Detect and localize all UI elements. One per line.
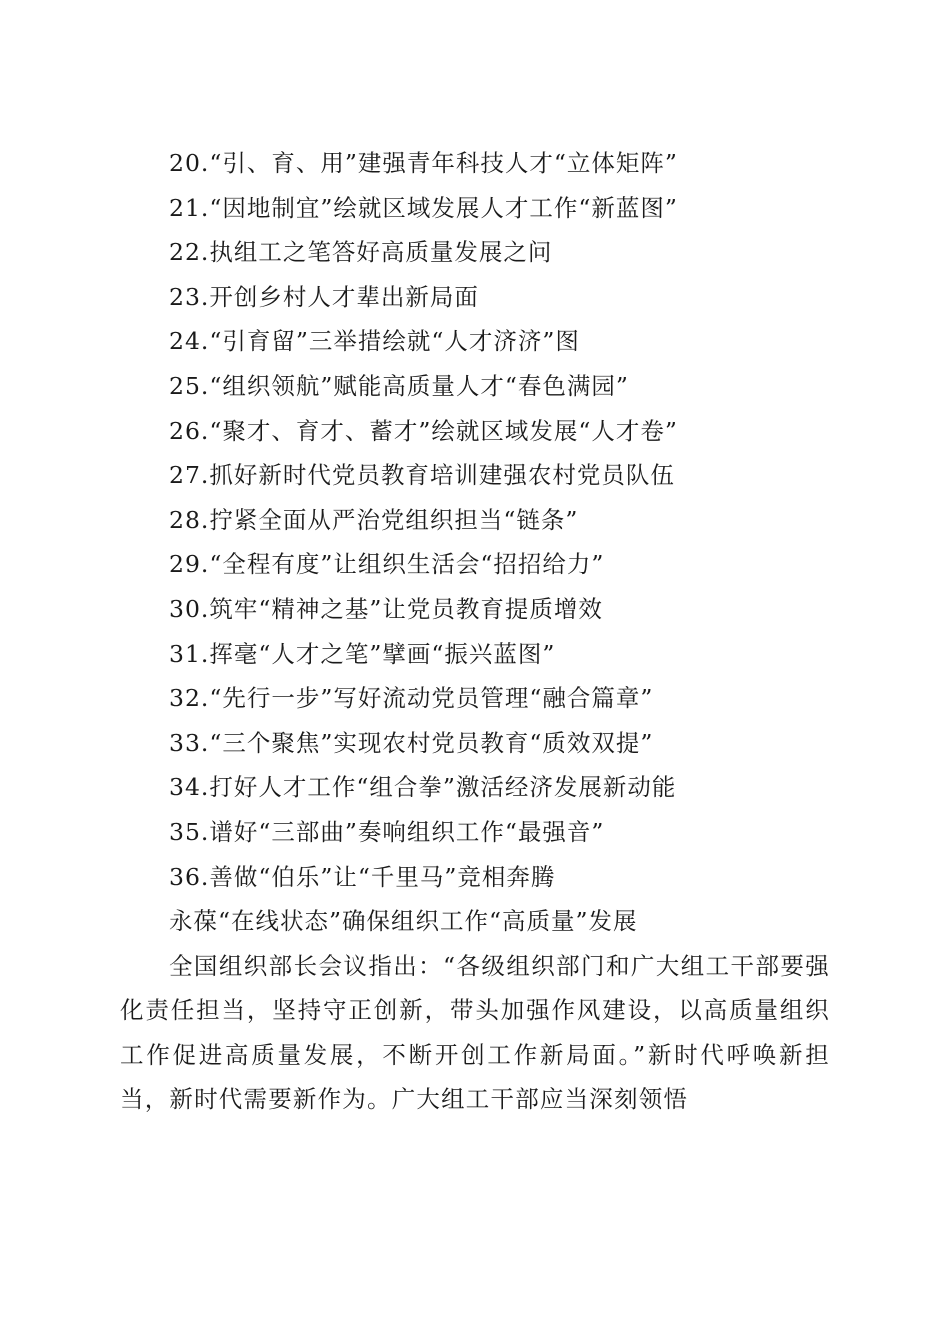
list-item: 23.开创乡村人才辈出新局面	[169, 282, 479, 311]
list-item: 30.筑牢“精神之基”让党员教育提质增效	[169, 594, 603, 623]
list-item: 24.“引育留”三举措绘就“人才济济”图	[169, 327, 580, 356]
list-item: 29.“全程有度”让组织生活会“招招给力”	[169, 550, 605, 579]
title-list	[120, 141, 830, 899]
list-item: 35.谱好“三部曲”奏响组织工作“最强音”	[169, 817, 605, 846]
article-title: 永葆“在线状态”确保组织工作“高质量”发展	[169, 907, 638, 936]
list-item: 27.抓好新时代党员教育培训建强农村党员队伍	[169, 461, 675, 490]
list-item: 21.“因地制宜”绘就区域发展人才工作“新蓝图”	[169, 193, 678, 222]
list-item: 34.打好人才工作“组合拳”激活经济发展新动能	[169, 773, 677, 802]
list-item: 36.善做“伯乐”让“千里马”竞相奔腾	[169, 862, 556, 891]
list-item: 32.“先行一步”写好流动党员管理“融合篇章”	[169, 684, 654, 713]
list-item: 25.“组织领航”赋能高质量人才“春色满园”	[169, 371, 629, 400]
body-paragraph: 全国组织部长会议指出：“各级组织部门和广大组工干部要强化责任担当，坚持守正创新，带头加强作风建设，以高质量组织工作促进高质量发展，不断开创工作新局面。”新时代呼唤新担当，新时代需要新作为。广大组工干部应当深刻领悟	[120, 951, 830, 1114]
list-item: 33.“三个聚焦”实现农村党员教育“质效双提”	[169, 728, 654, 757]
document-body	[120, 141, 830, 1122]
list-item: 28.拧紧全面从严治党组织担当“链条”	[169, 505, 579, 534]
list-item: 20.“引、育、用”建强青年科技人才“立体矩阵”	[169, 149, 678, 177]
list-item: 31.挥毫“人才之笔”擘画“振兴蓝图”	[169, 639, 556, 668]
list-item: 26.“聚才、育才、蓄才”绘就区域发展“人才卷”	[169, 416, 678, 445]
list-item: 22.执组工之笔答好高质量发展之问	[169, 238, 553, 267]
